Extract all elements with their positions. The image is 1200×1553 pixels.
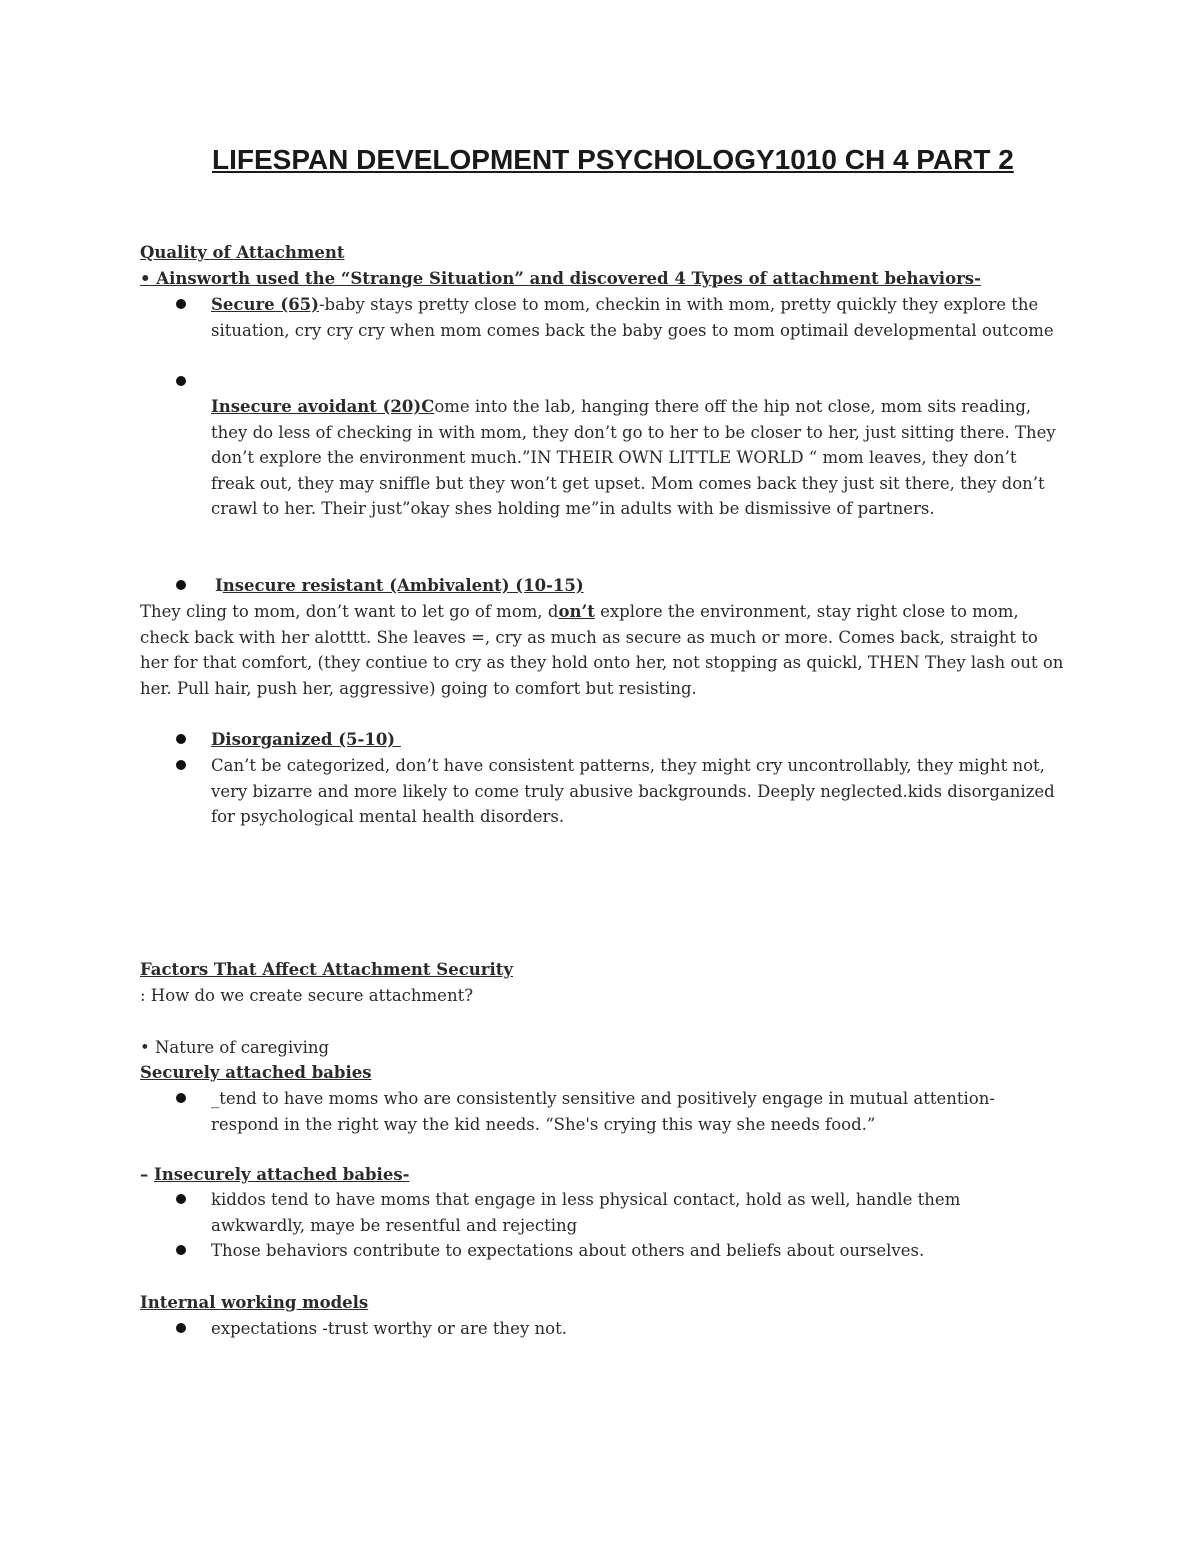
bullet-icon <box>176 299 186 309</box>
bullet-icon <box>176 1323 186 1333</box>
disorganized-label: Disorganized (5-10) <box>211 730 401 749</box>
disorganized-text: Can’t be categorized, don’t have consistent patterns, they might cry uncontrollably, they might not, very bizarre and more likely to come truly abusive backgrounds. Deeply neglected.kids disorganized for psychological mental health disorders. <box>211 756 1055 826</box>
factors-heading: Factors That Affect Attachment Security <box>140 960 513 979</box>
avoidant-item <box>211 394 1061 522</box>
nature-of-caregiving: • Nature of caregiving <box>140 1038 330 1057</box>
resistant-label: nsecure resistant (Ambivalent) (10-15) <box>222 576 584 595</box>
internal-models-heading: Internal working models <box>140 1293 369 1312</box>
quality-heading: Quality of Attachment <box>140 243 345 262</box>
page-title: LIFESPAN DEVELOPMENT PSYCHOLOGY1010 CH 4 PART 2 <box>212 144 1014 175</box>
bullet-icon <box>176 580 186 590</box>
resistant-text-emphasis: on’t <box>558 602 595 621</box>
securely-attached-item-text: tend to have moms who are consistently sensitive and positively engage in mutual attention-respond in the right way the kid needs. “She's crying this way she needs food.” <box>211 1089 995 1134</box>
resistant-text-part-2: explore the environment, stay right close to mom, check back with her alotttt. She leaves =, cry as much as secure as much or more. Comes back, straight to her for that comfort, (they contiue to cry as they hold onto her, not stopping as quickl, THEN They lash out on her. Pull hair, push her, aggressive) going to comfort but resisting. <box>140 602 1064 698</box>
insecure-item-1: kiddos tend to have moms that engage in less physical contact, hold as well, handle them awkwardly, maye be resentful and rejecting <box>211 1190 961 1235</box>
avoidant-text: ome into the lab, hanging there off the hip not close, mom sits reading, they do less of checking in with mom, they don’t go to her to be closer to her, just sitting there. They don’t explore the environment much.”IN THEIR OWN LITTLE WORLD “ mom leaves, they don’t freak out, they may sniffle but they won’t get upset. Mom comes back they just sit there, they don’t crawl to her. Their just”okay shes holding me”in adults with be dismissive of partners. <box>211 397 1056 518</box>
insecure-dash: – <box>140 1165 154 1184</box>
securely-attached-item <box>211 1086 1041 1137</box>
resistant-text-part-1: They cling to mom, don’t want to let go of mom, d <box>140 602 559 621</box>
securely-attached-item-prefix: _ <box>211 1089 220 1108</box>
bullet-icon <box>176 1093 186 1103</box>
secure-text: -baby stays pretty close to mom, checkin in with mom, pretty quickly they explore the situation, cry cry cry when mom comes back the baby goes to mom optimail developmental outcome <box>211 295 1054 340</box>
strange-situation-intro: • Ainsworth used the “Strange Situation” and discovered 4 Types of attachment behaviors- <box>140 269 981 288</box>
insecure-heading-text: Insecurely attached babies- <box>154 1165 410 1184</box>
secure-item <box>211 292 1061 343</box>
securely-attached-heading: Securely attached babies <box>140 1063 372 1082</box>
bullet-icon <box>176 734 186 744</box>
secure-label: Secure (65) <box>211 295 319 314</box>
bullet-icon <box>176 376 186 386</box>
factors-question: : How do we create secure attachment? <box>140 986 474 1005</box>
resistant-prefix: I <box>215 576 223 595</box>
insecurely-attached-heading <box>140 1162 409 1188</box>
internal-models-item: expectations -trust worthy or are they not. <box>211 1319 567 1338</box>
resistant-heading <box>215 573 1055 599</box>
resistant-text <box>140 599 1065 701</box>
insecure-item-2: Those behaviors contribute to expectations about others and beliefs about ourselves. <box>211 1241 925 1260</box>
bullet-icon <box>176 1245 186 1255</box>
bullet-icon <box>176 1194 186 1204</box>
bullet-icon <box>176 760 186 770</box>
avoidant-label: Insecure avoidant (20)C <box>211 397 435 416</box>
